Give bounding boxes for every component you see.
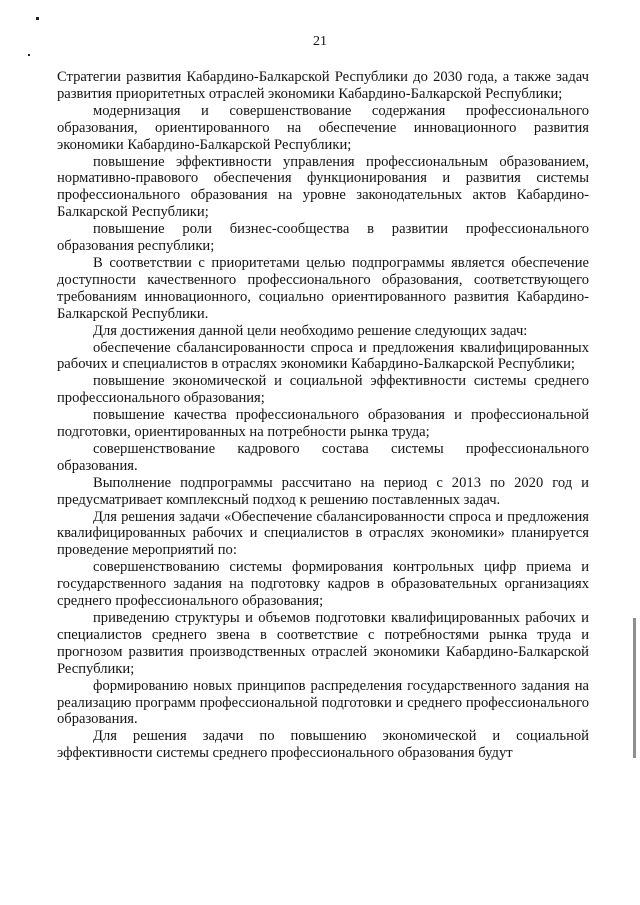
scan-edge-mark — [633, 618, 636, 758]
scan-speck-top — [36, 17, 39, 20]
paragraph: приведению структуры и объемов подготовки квалифицированных рабочих и специалистов среднего звена в соответствие с потребностями рынка труда и прогнозом развития производственных отраслей экономики Кабардино-Балкарской Республики; — [57, 610, 589, 677]
paragraph: Для решения задачи «Обеспечение сбалансированности спроса и предложения квалифицированных рабочих и специалистов в отраслях экономики» планируется проведение мероприятий по: — [57, 508, 589, 559]
paragraph: модернизация и совершенствование содержания профессионального образования, ориентированного на обеспечение инновационного развития экономики Кабардино-Балкарской Республики; — [57, 102, 589, 153]
paragraph: Выполнение подпрограммы рассчитано на период с 2013 по 2020 год и предусматривает комплексный подход к решению поставленных задач. — [57, 474, 589, 508]
paragraph: В соответствии с приоритетами целью подпрограммы является обеспечение доступности качественного профессионального образования, соответствующего требованиям инновационного, социально ориентированного развития Кабардино-Балкарской Республики. — [57, 254, 589, 322]
paragraph: повышение эффективности управления профессиональным образованием, нормативно-правового обеспечения функционирования и развития системы профессионального образования на уровне законодательных актов Кабардино-Балкарской Республики; — [57, 153, 589, 221]
paragraph: повышение экономической и социальной эффективности системы среднего профессионального образования; — [57, 373, 589, 407]
document-body — [57, 69, 589, 762]
paragraph: Стратегии развития Кабардино-Балкарской Республики до 2030 года, а также задач развития приоритетных отраслей экономики Кабардино-Балкарской Республики; — [57, 69, 589, 102]
page-number: 21 — [313, 34, 327, 49]
paragraph: совершенствование кадрового состава системы профессионального образования. — [57, 440, 589, 474]
paragraph: повышение роли бизнес-сообщества в развитии профессионального образования республики; — [57, 221, 589, 255]
paragraph: Для достижения данной цели необходимо решение следующих задач: — [93, 322, 528, 339]
paragraph: обеспечение сбалансированности спроса и предложения квалифицированных рабочих и специалистов в отраслях экономики Кабардино-Балкарской Республики; — [57, 339, 589, 373]
paragraph: Для решения задачи по повышению экономической и социальной эффективности системы среднего профессионального образования будут — [57, 728, 589, 762]
paragraph: формированию новых принципов распределения государственного задания на реализацию программ профессиональной подготовки и среднего профессионального образования. — [57, 677, 589, 728]
paragraph: совершенствованию системы формирования контрольных цифр приема и государственного задания на подготовку кадров в образовательных организациях среднего профессионального образования; — [57, 559, 589, 610]
paragraph: повышение качества профессионального образования и профессиональной подготовки, ориентированных на потребности рынка труда; — [57, 407, 589, 441]
scan-speck-left — [28, 54, 30, 56]
